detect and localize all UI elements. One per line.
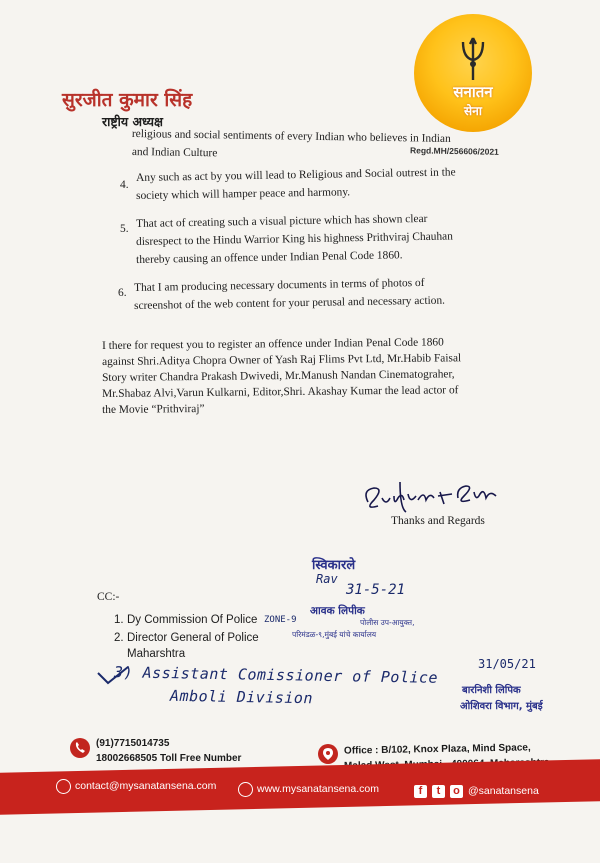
- cc-zone-handwritten: ZONE-9: [264, 615, 297, 625]
- stamp2-date: 31/05/21: [478, 657, 536, 671]
- footer-email[interactable]: contact@mysanatansena.com: [75, 780, 217, 792]
- cc-item2-line2: Maharshtra: [127, 648, 186, 660]
- item4-line1: Any such as act by you will lead to Religious and Social outrest in the: [136, 166, 456, 184]
- stamp2-line1: बारनिशी लिपिक: [462, 685, 521, 696]
- item5-line1: That act of creating such a visual picture which has shown clear: [136, 212, 428, 230]
- cc-item3-handwritten: 3) Assistant Comissioner of Police: [113, 663, 439, 687]
- request-line4: Mr.Shabaz Alvi,Varun Kulkarni, Editor,Shri. Akashay Kumar the lead actor of: [102, 384, 459, 400]
- cc-item1-text: Dy Commission Of Police: [127, 614, 258, 626]
- contact-tollfree: 18002668505 Toll Free Number: [96, 753, 242, 764]
- header-name: सुरजीत कुमार सिंह: [62, 89, 193, 111]
- stamp1-sign: Rav: [316, 572, 338, 586]
- logo-line2: सेना: [464, 104, 482, 118]
- stamp1-line3: परिमंडळ-९,मुंबई यांचे कार्यालय: [292, 630, 377, 639]
- item5-line2: disrespect to the Hindu Warrior King his highness Prithviraj Chauhan: [136, 230, 453, 248]
- request-line5: the Movie “Prithviraj”: [102, 402, 205, 416]
- request-line3: Story writer Chandra Prakash Dwivedi, Mr.Manush Nandan Cinematograher,: [102, 368, 455, 384]
- twitter-icon[interactable]: t: [432, 785, 445, 798]
- cc-item2-text: Director General of Police: [127, 632, 259, 644]
- item4-line2: society which will hamper peace and harmony.: [136, 186, 351, 202]
- stamp1-title: स्विकारले: [312, 558, 356, 573]
- stamp2-line2: ओशिवरा विभाग, मुंबई: [460, 701, 543, 712]
- cc-item2-number: 2.: [114, 632, 124, 644]
- facebook-icon[interactable]: f: [414, 785, 427, 798]
- item5-number: 5.: [120, 223, 129, 235]
- location-icon: [318, 744, 338, 764]
- contact-phone: (91)7715014735: [96, 738, 170, 749]
- cc-item1-number: 1.: [114, 614, 124, 626]
- item5-line3: thereby causing an offence under Indian Penal Code 1860.: [136, 249, 403, 266]
- cc-label: CC:-: [97, 591, 120, 603]
- item6-line1: That I am producing necessary documents in terms of photos of: [134, 276, 425, 294]
- closing-thanks: Thanks and Regards: [391, 515, 485, 527]
- item3-line2: and Indian Culture: [131, 146, 218, 160]
- request-line1: I there for request you to register an offence under Indian Penal Code 1860: [102, 336, 444, 352]
- item6-number: 6.: [118, 287, 127, 299]
- instagram-icon[interactable]: o: [450, 785, 463, 798]
- footer-website[interactable]: www.mysanatansena.com: [257, 783, 379, 795]
- registration-number: Regd.MH/256606/2021: [409, 145, 499, 157]
- sanatan-sena-logo: [414, 14, 532, 132]
- item6-line2: screenshot of the web content for your perusal and necessary action.: [134, 294, 446, 312]
- header-role: राष्ट्रीय अध्यक्ष: [102, 114, 163, 129]
- cc-item3-handwritten-line2: Amboli Division: [169, 686, 314, 708]
- item4-number: 4.: [120, 179, 129, 191]
- stamp1-line2: पोलीस उप-आयुक्त,: [360, 618, 415, 627]
- web-icon: [238, 782, 253, 797]
- trishul-icon: [458, 34, 488, 82]
- item3-line1: religious and social sentiments of every Indian who believes in Indian: [131, 128, 451, 146]
- email-icon: [56, 779, 71, 794]
- phone-icon: [70, 738, 90, 758]
- logo-line1: सनातन: [453, 83, 493, 101]
- stamp1-line1: आवक लिपीक: [310, 605, 365, 617]
- footer-social[interactable]: @sanatansena: [468, 785, 539, 797]
- request-line2: against Shri.Aditya Chopra Owner of Yash Raj Flims Pvt Ltd, Mr.Habib Faisal: [102, 352, 462, 368]
- office-line1: Office : B/102, Knox Plaza, Mind Space,: [343, 742, 531, 757]
- stamp1-date: 31-5-21: [346, 582, 406, 598]
